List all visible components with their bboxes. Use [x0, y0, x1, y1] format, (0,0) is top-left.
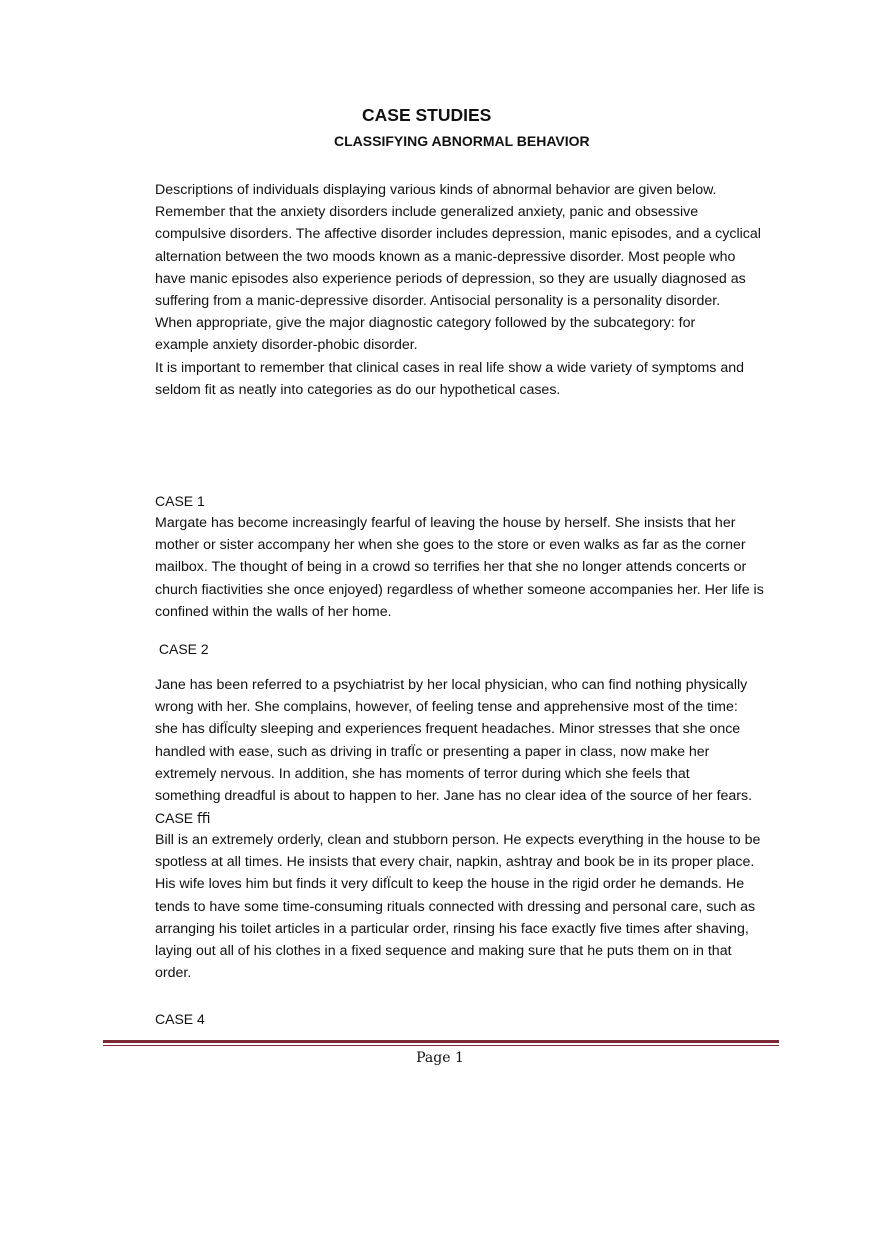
footer-rule-thick — [103, 1040, 779, 1043]
document-subtitle: CLASSIFYING ABNORMAL BEHAVIOR — [334, 133, 590, 149]
case-1-text — [155, 512, 795, 623]
case-2-line: wrong with her. She complains, however, of feeling tense and apprehensive most of the time: — [155, 699, 738, 716]
intro-line: It is important to remember that clinical cases in real life show a wide variety of symptoms and — [155, 359, 745, 376]
intro-line: Remember that the anxiety disorders include generalized anxiety, panic and obsessive — [155, 204, 699, 221]
intro-line: Descriptions of individuals displaying various kinds of abnormal behavior are given below. — [155, 182, 717, 198]
intro-line: alternation between the two moods known as a manic-depressive disorder. Most people who — [155, 248, 736, 265]
case-3-line: arranging his toilet articles in a particular order, rinsing his face exactly five times after shaving, — [155, 920, 749, 937]
intro-line: compulsive disorders. The affective disorder includes depression, manic episodes, and a cyclical — [155, 226, 761, 243]
intro-paragraph — [155, 179, 795, 401]
intro-line: When appropriate, give the major diagnostic category followed by the subcategory: for — [155, 315, 696, 332]
case-3-label: CASE ﬃ — [155, 810, 211, 826]
case-1-line: mailbox. The thought of being in a crowd so terrifies her that she no longer attends concerts or — [155, 559, 747, 576]
intro-line: seldom fit as neatly into categories as do our hypothetical cases. — [155, 381, 561, 398]
intro-line: suffering from a manic-depressive disorder. Antisocial personality is a personality disorder. — [155, 293, 721, 310]
case-2-label: CASE 2 — [155, 641, 209, 657]
case-2-line: extremely nervous. In addition, she has moments of terror during which she feels that — [155, 765, 690, 782]
case-1-line: church ﬁactivities she once enjoyed) regardless of whether someone accompanies her. Her life is — [155, 581, 764, 598]
case-1-label: CASE 1 — [155, 493, 205, 509]
case-2-line: something dreadful is about to happen to her. Jane has no clear idea of the source of her fears. — [155, 788, 753, 805]
case-3-text — [155, 829, 795, 984]
case-3-line: laying out all of his clothes in a fixed sequence and making sure that he puts them on in that — [155, 943, 732, 960]
case-3-line: spotless at all times. He insists that every chair, napkin, ashtray and book be in its proper place. — [155, 854, 755, 871]
case-2-text — [155, 674, 795, 807]
case-3-line: tends to have some time-consuming rituals connected with dressing and personal care, such as — [155, 898, 756, 915]
page-number: Page 1 — [416, 1050, 464, 1066]
document-title: CASE STUDIES — [362, 105, 492, 125]
case-2-line: handled with ease, such as driving in trafÏc or presenting a paper in class, now make her — [155, 743, 710, 760]
case-1-line: mother or sister accompany her when she goes to the store or even walks as far as the corner — [155, 537, 746, 554]
case-3-line: order. — [155, 965, 192, 982]
case-3-line: His wife loves him but finds it very difÏcult to keep the house in the rigid order he demands. He — [155, 876, 745, 893]
case-1-line: Margate has become increasingly fearful of leaving the house by herself. She insists that her — [155, 515, 736, 531]
case-3-line: Bill is an extremely orderly, clean and stubborn person. He expects everything in the house to be — [155, 832, 761, 848]
intro-line: have manic episodes also experience periods of depression, so they are usually diagnosed as — [155, 270, 746, 287]
case-4-label: CASE 4 — [155, 1011, 205, 1027]
intro-line: example anxiety disorder-phobic disorder. — [155, 337, 418, 354]
footer-rule-thin — [103, 1045, 779, 1046]
case-1-line: confined within the walls of her home. — [155, 603, 392, 620]
case-2-line: she has difÏculty sleeping and experiences frequent headaches. Minor stresses that she once — [155, 721, 741, 738]
case-2-line: Jane has been referred to a psychiatrist by her local physician, who can find nothing physically — [155, 677, 748, 693]
